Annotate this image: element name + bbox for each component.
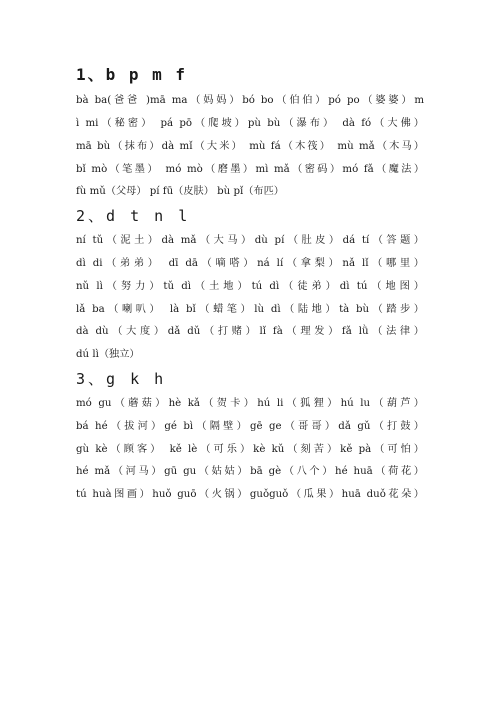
section-heading: 1、b p m f bbox=[76, 65, 188, 84]
line-text: lǎ ba（喇叭） là bǐ（蜡笔）lù dì（陆地）tà bù（踏步） bbox=[76, 303, 424, 315]
line-text: nǔ lì（努力）tǔ dì（土地）tú dì（徒弟）dì tú（地图） bbox=[76, 280, 424, 292]
text-line bbox=[76, 276, 424, 299]
text-line bbox=[76, 393, 424, 416]
line-text: gù kè（顾客） kě lè（可乐）kè kǔ（刻苦）kě pà（可怕） bbox=[76, 443, 424, 455]
text-line bbox=[76, 298, 424, 321]
text-line bbox=[76, 484, 424, 507]
text-line bbox=[76, 321, 424, 344]
text-line bbox=[76, 416, 424, 439]
line-text: dú lì（独立） bbox=[76, 349, 140, 361]
line-text: hé mǎ（河马）gū gu（姑姑）bā gè（八个）hé huā（荷花） bbox=[76, 466, 424, 478]
text-line bbox=[76, 90, 424, 113]
text-line bbox=[76, 461, 424, 484]
section-heading: 3、g k h bbox=[76, 369, 167, 388]
text-line bbox=[76, 113, 424, 136]
text-line bbox=[76, 136, 424, 159]
content-area bbox=[76, 62, 424, 507]
line-text: tú huà图画）huǒ guō（火锅）guǒguǒ（瓜果）huā duǒ花朵） bbox=[76, 489, 424, 501]
section-gkh bbox=[76, 367, 424, 507]
text-line bbox=[76, 181, 424, 204]
line-text: ní tǔ（泥土）dà mǎ（大马）dù pí（肚皮）dá tí（答题） bbox=[76, 235, 424, 247]
line-text: bà ba(爸爸 )mā ma（妈妈）bó bo（伯伯）pó po（婆婆）m bbox=[76, 95, 424, 107]
line-text: fù mǔ（父母） pí fū（皮肤） bù pǐ（布匹） bbox=[76, 186, 284, 198]
section-dtnl bbox=[76, 204, 424, 367]
line-text: dì di（弟弟） dī dā（嘀嗒）ná lí（拿梨）nǎ lǐ（哪里） bbox=[76, 258, 424, 270]
line-text: mó gu（蘑菇）hè kǎ（贺卡）hú li（狐狸）hú lu（葫芦） bbox=[76, 398, 424, 410]
line-text: ì mi（秘密） pá pō（爬坡）pù bù（瀑布） dà fó（大佛） bbox=[76, 118, 424, 130]
line-text: dà dù（大度）dǎ dǔ（打赌）lǐ fà（理发）fǎ lǜ（法律） bbox=[76, 326, 424, 338]
text-line bbox=[76, 253, 424, 276]
text-line bbox=[76, 230, 424, 253]
section-bpmf bbox=[76, 62, 424, 204]
line-text: bǐ mò（笔墨） mó mò（磨墨）mì mǎ（密码）mó fǎ（魔法） bbox=[76, 163, 424, 175]
text-line bbox=[76, 344, 424, 367]
text-line bbox=[76, 438, 424, 461]
line-text: mā bù（抹布）dà mǐ（大米） mù fá（木筏） mù mǎ（木马） bbox=[76, 140, 424, 152]
section-heading: 2、d t n l bbox=[76, 206, 191, 225]
text-line bbox=[76, 158, 424, 181]
line-text: bá hé（拔河）gé bì（隔壁）gē ge（哥哥）dǎ gǔ（打鼓） bbox=[76, 420, 424, 432]
